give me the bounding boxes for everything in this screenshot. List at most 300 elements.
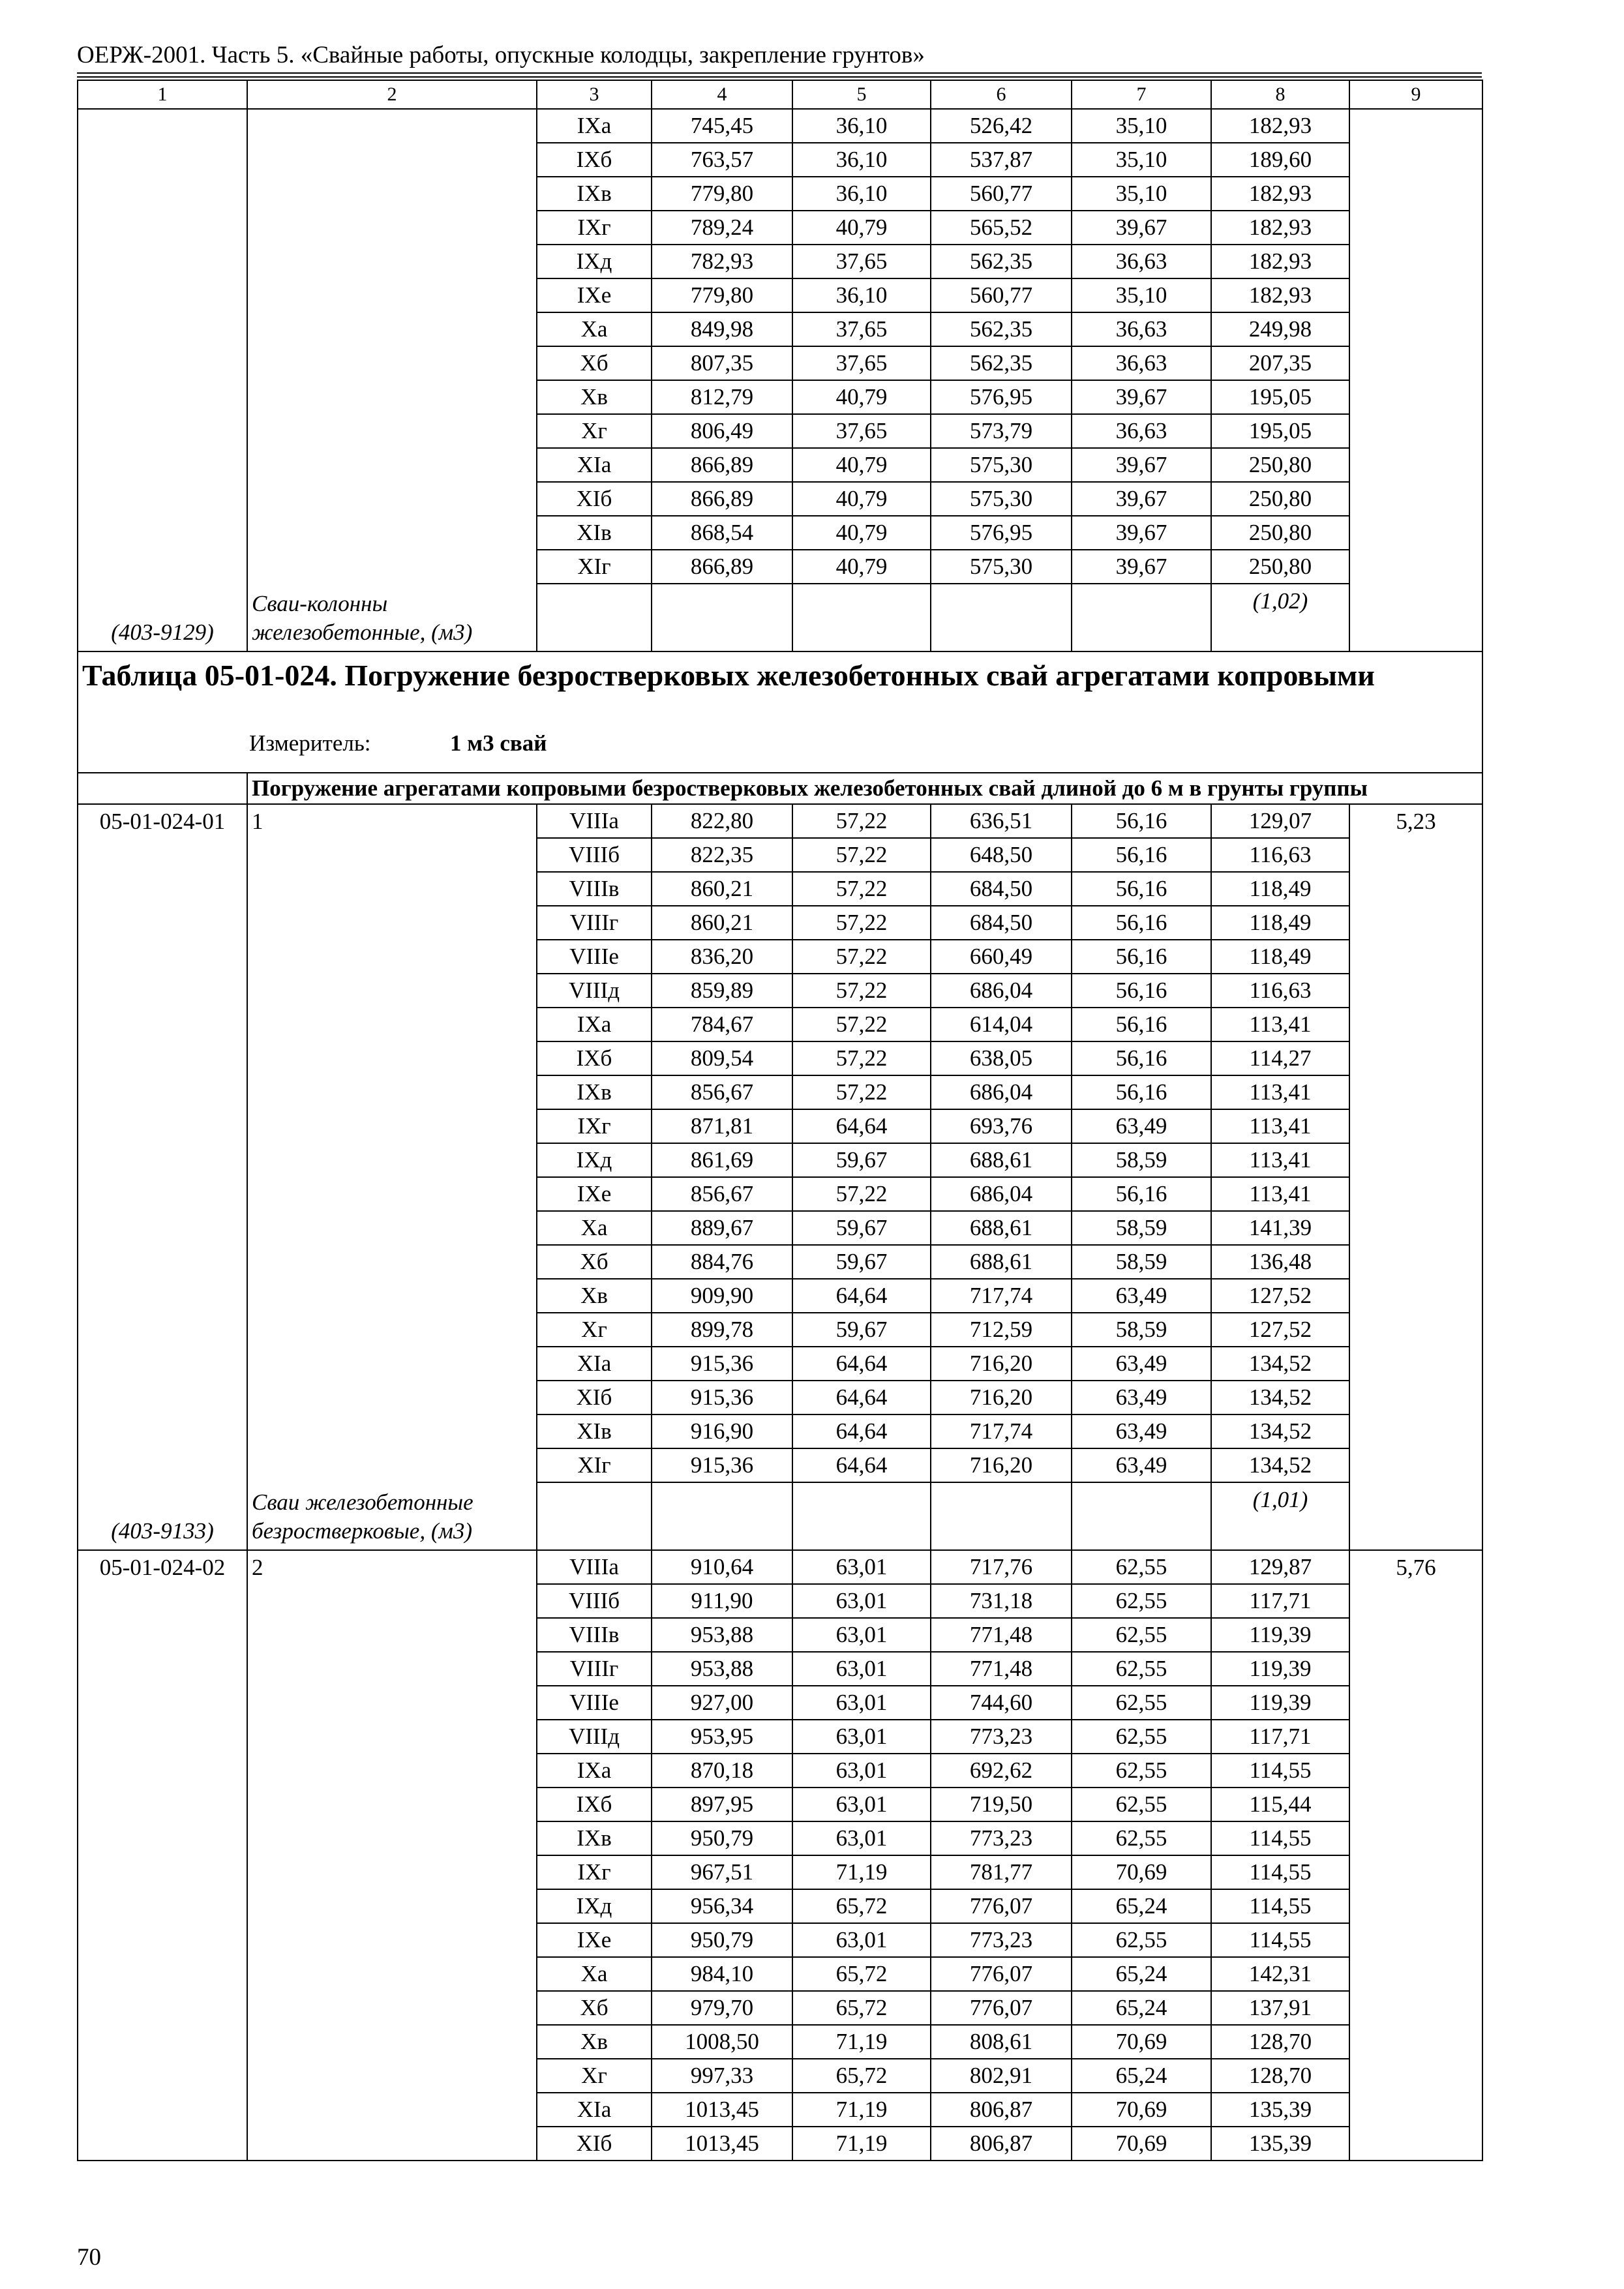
value-cell: 35,10 bbox=[1072, 177, 1211, 211]
value-cell: 63,01 bbox=[792, 1923, 931, 1957]
value-cell: 771,48 bbox=[931, 1618, 1072, 1652]
value-cell: 719,50 bbox=[931, 1788, 1072, 1821]
value-cell: 62,55 bbox=[1072, 1550, 1211, 1584]
value-cell: 899,78 bbox=[652, 1313, 792, 1347]
value-cell: XIа bbox=[537, 2093, 652, 2127]
value-cell: XIв bbox=[537, 1414, 652, 1448]
column-number: 4 bbox=[652, 80, 792, 109]
value-cell: 910,64 bbox=[652, 1550, 792, 1584]
value-cell: 65,72 bbox=[792, 1889, 931, 1923]
value-cell: 927,00 bbox=[652, 1686, 792, 1720]
value-cell: 779,80 bbox=[652, 177, 792, 211]
value-cell: VIIIб bbox=[537, 838, 652, 872]
value-cell: 39,67 bbox=[1072, 550, 1211, 584]
value-cell: 808,61 bbox=[931, 2025, 1072, 2059]
resource-name: Сваи железобетонные безростверковые, (м3) bbox=[252, 1489, 474, 1544]
value-cell: 56,16 bbox=[1072, 838, 1211, 872]
value-cell: 866,89 bbox=[652, 482, 792, 516]
value-cell: 58,59 bbox=[1072, 1143, 1211, 1177]
value-cell: 870,18 bbox=[652, 1754, 792, 1788]
value-cell: 39,67 bbox=[1072, 211, 1211, 245]
value-cell: 781,77 bbox=[931, 1855, 1072, 1889]
value-cell: 40,79 bbox=[792, 211, 931, 245]
value-cell: 63,01 bbox=[792, 1686, 931, 1720]
empty-cell bbox=[652, 584, 792, 651]
value-cell: 884,76 bbox=[652, 1245, 792, 1279]
work-name-cell bbox=[247, 804, 537, 1550]
value-cell: 866,89 bbox=[652, 550, 792, 584]
value-cell: 56,16 bbox=[1072, 1075, 1211, 1109]
value-cell: 65,72 bbox=[792, 1957, 931, 1991]
value-cell: XIг bbox=[537, 1448, 652, 1482]
value-cell: IXе bbox=[537, 1923, 652, 1957]
value-cell: 638,05 bbox=[931, 1041, 1072, 1075]
value-cell: 65,72 bbox=[792, 1991, 931, 2025]
value-cell: 113,41 bbox=[1211, 1008, 1349, 1041]
value-cell: 63,49 bbox=[1072, 1381, 1211, 1414]
value-cell: 39,67 bbox=[1072, 380, 1211, 414]
value-cell: 40,79 bbox=[792, 380, 931, 414]
running-header: ОЕРЖ-2001. Часть 5. «Свайные работы, опускные колодцы, закрепление грунтов» bbox=[77, 42, 925, 68]
page-number: 70 bbox=[77, 2244, 101, 2271]
value-cell: 65,24 bbox=[1072, 1991, 1211, 2025]
value-cell: 1013,45 bbox=[652, 2093, 792, 2127]
value-cell: 71,19 bbox=[792, 2093, 931, 2127]
value-cell: IXб bbox=[537, 143, 652, 177]
value-cell: Xа bbox=[537, 312, 652, 346]
value-cell: 773,23 bbox=[931, 1821, 1072, 1855]
value-cell: 806,49 bbox=[652, 414, 792, 448]
value-cell: VIIIв bbox=[537, 872, 652, 906]
empty-cell bbox=[792, 1482, 931, 1550]
value-cell: 36,10 bbox=[792, 143, 931, 177]
value-cell: 114,55 bbox=[1211, 1923, 1349, 1957]
value-cell: 562,35 bbox=[931, 346, 1072, 380]
value-cell: IXб bbox=[537, 1788, 652, 1821]
value-cell: 802,91 bbox=[931, 2059, 1072, 2093]
value-cell: 575,30 bbox=[931, 448, 1072, 482]
value-cell: 113,41 bbox=[1211, 1109, 1349, 1143]
table-title-row bbox=[78, 651, 1482, 773]
value-cell: 70,69 bbox=[1072, 2025, 1211, 2059]
value-cell: 56,16 bbox=[1072, 1008, 1211, 1041]
value-cell: 113,41 bbox=[1211, 1177, 1349, 1211]
value-cell: 950,79 bbox=[652, 1923, 792, 1957]
col9-cell bbox=[1349, 804, 1482, 1550]
value-cell: 916,90 bbox=[652, 1414, 792, 1448]
value-cell: 562,35 bbox=[931, 245, 1072, 278]
value-cell: IXд bbox=[537, 1889, 652, 1923]
value-cell: VIIIв bbox=[537, 1618, 652, 1652]
subtitle: Погружение агрегатами копровыми безростверковых железобетонных свай длиной до 6 м в грунты группы bbox=[247, 773, 1482, 804]
value-cell: 35,10 bbox=[1072, 109, 1211, 143]
value-cell: IXг bbox=[537, 1109, 652, 1143]
value-cell: 716,20 bbox=[931, 1347, 1072, 1381]
value-cell: 909,90 bbox=[652, 1279, 792, 1313]
value-cell: 63,49 bbox=[1072, 1279, 1211, 1313]
value-cell: 40,79 bbox=[792, 550, 931, 584]
value-cell: 37,65 bbox=[792, 346, 931, 380]
value-cell: 953,95 bbox=[652, 1720, 792, 1754]
value-cell: 39,67 bbox=[1072, 448, 1211, 482]
value-cell: 71,19 bbox=[792, 2025, 931, 2059]
value-cell: Xв bbox=[537, 2025, 652, 2059]
resource-coef: (1,02) bbox=[1211, 584, 1349, 651]
value-cell: 560,77 bbox=[931, 278, 1072, 312]
value-cell: 807,35 bbox=[652, 346, 792, 380]
value-cell: 58,59 bbox=[1072, 1245, 1211, 1279]
value-cell: 56,16 bbox=[1072, 804, 1211, 838]
resource-coef: (1,01) bbox=[1211, 1482, 1349, 1550]
value-cell: 860,21 bbox=[652, 872, 792, 906]
col9-cell bbox=[1349, 109, 1482, 651]
value-cell: 56,16 bbox=[1072, 974, 1211, 1008]
subtitle-row bbox=[78, 773, 1482, 804]
value-cell: VIIIа bbox=[537, 1550, 652, 1584]
value-cell: 744,60 bbox=[931, 1686, 1072, 1720]
value-cell: VIIIе bbox=[537, 940, 652, 974]
value-cell: 65,24 bbox=[1072, 1889, 1211, 1923]
value-cell: 39,67 bbox=[1072, 482, 1211, 516]
column-number: 7 bbox=[1072, 80, 1211, 109]
value-cell: 812,79 bbox=[652, 380, 792, 414]
value-cell: 127,52 bbox=[1211, 1313, 1349, 1347]
value-cell: 59,67 bbox=[792, 1211, 931, 1245]
value-cell: 809,54 bbox=[652, 1041, 792, 1075]
value-cell: 63,49 bbox=[1072, 1109, 1211, 1143]
value-cell: 114,55 bbox=[1211, 1889, 1349, 1923]
value-cell: 189,60 bbox=[1211, 143, 1349, 177]
value-cell: 688,61 bbox=[931, 1245, 1072, 1279]
empty-cell bbox=[1072, 1482, 1211, 1550]
value-cell: 62,55 bbox=[1072, 1754, 1211, 1788]
value-cell: 119,39 bbox=[1211, 1652, 1349, 1686]
value-cell: Xб bbox=[537, 346, 652, 380]
value-cell: 779,80 bbox=[652, 278, 792, 312]
value-cell: 716,20 bbox=[931, 1381, 1072, 1414]
value-cell: IXв bbox=[537, 1075, 652, 1109]
value-cell: 776,07 bbox=[931, 1991, 1072, 2025]
column-number: 6 bbox=[931, 80, 1072, 109]
value-cell: 134,52 bbox=[1211, 1381, 1349, 1414]
value-cell: Xб bbox=[537, 1245, 652, 1279]
value-cell: 141,39 bbox=[1211, 1211, 1349, 1245]
value-cell: 128,70 bbox=[1211, 2025, 1349, 2059]
value-cell: 911,90 bbox=[652, 1584, 792, 1618]
column-number: 3 bbox=[537, 80, 652, 109]
value-cell: 116,63 bbox=[1211, 974, 1349, 1008]
value-cell: 1013,45 bbox=[652, 2127, 792, 2161]
value-cell: 70,69 bbox=[1072, 2127, 1211, 2161]
value-cell: VIIIг bbox=[537, 1652, 652, 1686]
value-cell: 979,70 bbox=[652, 1991, 792, 2025]
value-cell: 712,59 bbox=[931, 1313, 1072, 1347]
value-cell: 984,10 bbox=[652, 1957, 792, 1991]
value-cell: 56,16 bbox=[1072, 906, 1211, 940]
value-cell: 716,20 bbox=[931, 1448, 1072, 1482]
value-cell: 56,16 bbox=[1072, 872, 1211, 906]
value-cell: 782,93 bbox=[652, 245, 792, 278]
value-cell: 950,79 bbox=[652, 1821, 792, 1855]
value-cell: 135,39 bbox=[1211, 2127, 1349, 2161]
value-cell: 134,52 bbox=[1211, 1347, 1349, 1381]
value-cell: 575,30 bbox=[931, 550, 1072, 584]
value-cell: 250,80 bbox=[1211, 516, 1349, 550]
value-cell: VIIIа bbox=[537, 804, 652, 838]
value-cell: XIб bbox=[537, 482, 652, 516]
value-cell: 956,34 bbox=[652, 1889, 792, 1923]
value-cell: 135,39 bbox=[1211, 2093, 1349, 2127]
value-cell: 915,36 bbox=[652, 1448, 792, 1482]
value-cell: 128,70 bbox=[1211, 2059, 1349, 2093]
value-cell: 686,04 bbox=[931, 974, 1072, 1008]
value-cell: 856,67 bbox=[652, 1075, 792, 1109]
value-cell: 717,74 bbox=[931, 1414, 1072, 1448]
value-cell: 195,05 bbox=[1211, 380, 1349, 414]
value-cell: 56,16 bbox=[1072, 1041, 1211, 1075]
value-cell: 776,07 bbox=[931, 1957, 1072, 1991]
work-name: 1 bbox=[252, 809, 263, 834]
value-cell: 915,36 bbox=[652, 1347, 792, 1381]
value-cell: 142,31 bbox=[1211, 1957, 1349, 1991]
value-cell: 58,59 bbox=[1072, 1211, 1211, 1245]
resource-code: (403-9129) bbox=[111, 620, 214, 645]
value-cell: 117,71 bbox=[1211, 1720, 1349, 1754]
value-cell: 64,64 bbox=[792, 1279, 931, 1313]
value-cell: 62,55 bbox=[1072, 1618, 1211, 1652]
value-cell: 849,98 bbox=[652, 312, 792, 346]
value-cell: 64,64 bbox=[792, 1414, 931, 1448]
value-cell: XIа bbox=[537, 448, 652, 482]
empty-cell bbox=[931, 1482, 1072, 1550]
value-cell: 129,07 bbox=[1211, 804, 1349, 838]
column-number: 8 bbox=[1211, 80, 1349, 109]
empty-cell bbox=[78, 773, 247, 804]
value-cell: 182,93 bbox=[1211, 278, 1349, 312]
column-numbers-row bbox=[78, 80, 1482, 109]
value-cell: 688,61 bbox=[931, 1143, 1072, 1177]
value-cell: 250,80 bbox=[1211, 482, 1349, 516]
value-cell: 114,55 bbox=[1211, 1855, 1349, 1889]
value-cell: 688,61 bbox=[931, 1211, 1072, 1245]
value-cell: 36,63 bbox=[1072, 245, 1211, 278]
value-cell: 182,93 bbox=[1211, 211, 1349, 245]
norm-code-cell bbox=[78, 1550, 247, 2161]
value-cell: 63,49 bbox=[1072, 1347, 1211, 1381]
value-cell: 117,71 bbox=[1211, 1584, 1349, 1618]
value-cell: 65,24 bbox=[1072, 1957, 1211, 1991]
norm-code: 05-01-024-02 bbox=[99, 1555, 226, 1580]
empty-cell bbox=[792, 584, 931, 651]
value-cell: XIб bbox=[537, 2127, 652, 2161]
value-cell: 822,80 bbox=[652, 804, 792, 838]
column-number: 2 bbox=[247, 80, 537, 109]
value-cell: 136,48 bbox=[1211, 1245, 1349, 1279]
value-cell: 129,87 bbox=[1211, 1550, 1349, 1584]
value-cell: 789,24 bbox=[652, 211, 792, 245]
value-cell: IXа bbox=[537, 1008, 652, 1041]
value-cell: IXд bbox=[537, 1143, 652, 1177]
value-cell: 57,22 bbox=[792, 1075, 931, 1109]
value-cell: 62,55 bbox=[1072, 1923, 1211, 1957]
value-cell: XIб bbox=[537, 1381, 652, 1414]
value-cell: 113,41 bbox=[1211, 1075, 1349, 1109]
value-cell: Xг bbox=[537, 414, 652, 448]
value-cell: 63,49 bbox=[1072, 1448, 1211, 1482]
measure-label: Измеритель: bbox=[249, 730, 371, 756]
value-cell: 63,01 bbox=[792, 1550, 931, 1584]
value-cell: 62,55 bbox=[1072, 1788, 1211, 1821]
value-cell: 953,88 bbox=[652, 1652, 792, 1686]
value-cell: 119,39 bbox=[1211, 1686, 1349, 1720]
value-cell: 915,36 bbox=[652, 1381, 792, 1414]
value-cell: 37,65 bbox=[792, 414, 931, 448]
value-cell: 866,89 bbox=[652, 448, 792, 482]
value-cell: 860,21 bbox=[652, 906, 792, 940]
value-cell: 1008,50 bbox=[652, 2025, 792, 2059]
norm-code: 05-01-024-01 bbox=[99, 809, 226, 834]
value-cell: Xб bbox=[537, 1991, 652, 2025]
norm-code-cell bbox=[78, 109, 247, 651]
column-number: 1 bbox=[78, 80, 247, 109]
value-cell: 636,51 bbox=[931, 804, 1072, 838]
value-cell: 771,48 bbox=[931, 1652, 1072, 1686]
value-cell: 40,79 bbox=[792, 448, 931, 482]
value-cell: 57,22 bbox=[792, 838, 931, 872]
empty-cell bbox=[652, 1482, 792, 1550]
value-cell: 63,01 bbox=[792, 1584, 931, 1618]
value-cell: 836,20 bbox=[652, 940, 792, 974]
value-cell: 856,67 bbox=[652, 1177, 792, 1211]
value-cell: 250,80 bbox=[1211, 550, 1349, 584]
value-cell: 64,64 bbox=[792, 1381, 931, 1414]
value-cell: 36,10 bbox=[792, 177, 931, 211]
resource-name: Сваи-колонны железобетонные, (м3) bbox=[252, 591, 473, 645]
table-row bbox=[78, 1550, 1482, 1584]
value-cell: 63,01 bbox=[792, 1754, 931, 1788]
value-cell: VIIIг bbox=[537, 906, 652, 940]
value-cell: 717,74 bbox=[931, 1279, 1072, 1313]
value-cell: 70,69 bbox=[1072, 1855, 1211, 1889]
value-cell: 62,55 bbox=[1072, 1720, 1211, 1754]
value-cell: 36,63 bbox=[1072, 346, 1211, 380]
table-title: Таблица 05-01-024. Погружение безростверковых железобетонных свай агрегатами копровыми bbox=[82, 659, 1375, 692]
value-cell: IXб bbox=[537, 1041, 652, 1075]
value-cell: 692,62 bbox=[931, 1754, 1072, 1788]
value-cell: 119,39 bbox=[1211, 1618, 1349, 1652]
value-cell: 63,49 bbox=[1072, 1414, 1211, 1448]
value-cell: IXд bbox=[537, 245, 652, 278]
value-cell: 763,57 bbox=[652, 143, 792, 177]
value-cell: 114,55 bbox=[1211, 1821, 1349, 1855]
value-cell: VIIIе bbox=[537, 1686, 652, 1720]
value-cell: 64,64 bbox=[792, 1109, 931, 1143]
measure-value: 1 м3 свай bbox=[450, 730, 547, 756]
value-cell: IXе bbox=[537, 1177, 652, 1211]
value-cell: 868,54 bbox=[652, 516, 792, 550]
value-cell: Xа bbox=[537, 1211, 652, 1245]
value-cell: VIIIд bbox=[537, 974, 652, 1008]
value-cell: 565,52 bbox=[931, 211, 1072, 245]
empty-cell bbox=[537, 584, 652, 651]
value-cell: 684,50 bbox=[931, 906, 1072, 940]
value-cell: 784,67 bbox=[652, 1008, 792, 1041]
col9-cell bbox=[1349, 1550, 1482, 2161]
value-cell: 806,87 bbox=[931, 2093, 1072, 2127]
value-cell: 63,01 bbox=[792, 1821, 931, 1855]
value-cell: 526,42 bbox=[931, 109, 1072, 143]
value-cell: 118,49 bbox=[1211, 940, 1349, 974]
column-number: 9 bbox=[1349, 80, 1482, 109]
value-cell: 207,35 bbox=[1211, 346, 1349, 380]
header-rule bbox=[77, 72, 1482, 74]
value-cell: 182,93 bbox=[1211, 177, 1349, 211]
value-cell: 36,10 bbox=[792, 109, 931, 143]
value-cell: 118,49 bbox=[1211, 906, 1349, 940]
work-name: 2 bbox=[252, 1555, 263, 1580]
value-cell: 195,05 bbox=[1211, 414, 1349, 448]
value-cell: 37,65 bbox=[792, 245, 931, 278]
table-row bbox=[78, 109, 1482, 143]
value-cell: 36,63 bbox=[1072, 414, 1211, 448]
table-title-cell bbox=[78, 651, 1482, 773]
value-cell: 71,19 bbox=[792, 1855, 931, 1889]
value-cell: 57,22 bbox=[792, 940, 931, 974]
value-cell: IXа bbox=[537, 1754, 652, 1788]
empty-cell bbox=[931, 584, 1072, 651]
value-cell: XIа bbox=[537, 1347, 652, 1381]
value-cell: 137,91 bbox=[1211, 1991, 1349, 2025]
norm-code-cell bbox=[78, 804, 247, 1550]
value-cell: 134,52 bbox=[1211, 1414, 1349, 1448]
value-cell: 36,10 bbox=[792, 278, 931, 312]
value-cell: 997,33 bbox=[652, 2059, 792, 2093]
value-cell: 684,50 bbox=[931, 872, 1072, 906]
value-cell: 889,67 bbox=[652, 1211, 792, 1245]
value-cell: 57,22 bbox=[792, 1041, 931, 1075]
value-cell: 65,24 bbox=[1072, 2059, 1211, 2093]
value-cell: 686,04 bbox=[931, 1075, 1072, 1109]
value-cell: 560,77 bbox=[931, 177, 1072, 211]
value-cell: VIIIд bbox=[537, 1720, 652, 1754]
header-rule-double bbox=[77, 76, 1482, 78]
value-cell: 127,52 bbox=[1211, 1279, 1349, 1313]
value-cell: 745,45 bbox=[652, 109, 792, 143]
value-cell: 59,67 bbox=[792, 1143, 931, 1177]
value-cell: Xа bbox=[537, 1957, 652, 1991]
value-cell: 57,22 bbox=[792, 906, 931, 940]
value-cell: 62,55 bbox=[1072, 1652, 1211, 1686]
value-cell: 39,67 bbox=[1072, 516, 1211, 550]
value-cell: 71,19 bbox=[792, 2127, 931, 2161]
value-cell: IXв bbox=[537, 177, 652, 211]
value-cell: 116,63 bbox=[1211, 838, 1349, 872]
value-cell: 953,88 bbox=[652, 1618, 792, 1652]
value-cell: VIIIб bbox=[537, 1584, 652, 1618]
value-cell: 57,22 bbox=[792, 1177, 931, 1211]
value-cell: 731,18 bbox=[931, 1584, 1072, 1618]
value-cell: 40,79 bbox=[792, 516, 931, 550]
value-cell: 70,69 bbox=[1072, 2093, 1211, 2127]
value-cell: 36,63 bbox=[1072, 312, 1211, 346]
value-cell: 63,01 bbox=[792, 1652, 931, 1686]
value-cell: Xв bbox=[537, 380, 652, 414]
value-cell: 861,69 bbox=[652, 1143, 792, 1177]
column-number: 5 bbox=[792, 80, 931, 109]
empty-cell bbox=[537, 1482, 652, 1550]
value-cell: 773,23 bbox=[931, 1720, 1072, 1754]
value-cell: 118,49 bbox=[1211, 872, 1349, 906]
